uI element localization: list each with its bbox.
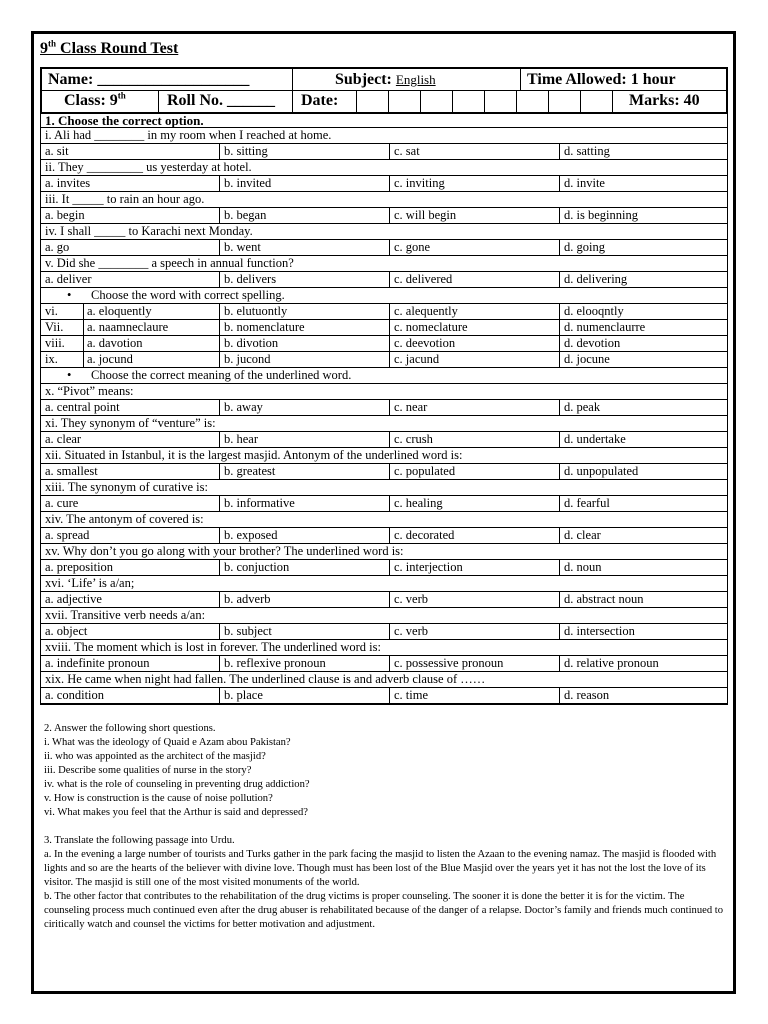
options-row bbox=[40, 175, 728, 191]
option-cell: c. will begin bbox=[389, 208, 559, 223]
option-cell: b. hear bbox=[219, 432, 389, 447]
option-cell: d. noun bbox=[559, 560, 727, 575]
meaning-instruction bbox=[41, 368, 727, 383]
option-cell: a. indefinite pronoun bbox=[45, 656, 150, 670]
question-text-row bbox=[40, 671, 728, 687]
short-question: v. How is construction is the cause of noise pollution? bbox=[44, 793, 273, 804]
date-box bbox=[452, 91, 484, 112]
question-text: xii. Situated in Istanbul, it is the largest masjid. Antonym of the underlined word is: bbox=[45, 448, 463, 462]
option-cell: b. informative bbox=[219, 496, 389, 511]
question-text: xix. He came when night had fallen. The underlined clause is and adverb clause of …… bbox=[45, 672, 486, 686]
time-allowed: Time Allowed: 1 hour bbox=[520, 69, 726, 90]
option-cell: b. greatest bbox=[219, 464, 389, 479]
question-text-row bbox=[40, 639, 728, 655]
option-cell: b. place bbox=[219, 688, 389, 703]
option-cell: a. go bbox=[45, 240, 70, 254]
option-cell bbox=[41, 320, 219, 335]
option-cell: a. clear bbox=[45, 432, 82, 446]
option-cell: b. sitting bbox=[219, 144, 389, 159]
option-cell: d. satting bbox=[559, 144, 727, 159]
meaning-instruction-text: Choose the correct meaning of the underlined word. bbox=[91, 368, 352, 382]
subject-field: Subject: English bbox=[292, 69, 520, 90]
question-text: v. Did she ________ a speech in annual function? bbox=[45, 256, 294, 270]
options-row bbox=[40, 527, 728, 543]
short-question: iv. what is the role of counseling in preventing drug addiction? bbox=[44, 779, 310, 790]
section1-heading: 1. Choose the correct option. bbox=[45, 114, 204, 127]
option-cell bbox=[41, 352, 219, 367]
question-text-row bbox=[40, 607, 728, 623]
question-text-row bbox=[40, 479, 728, 495]
option-cell: d. going bbox=[559, 240, 727, 255]
option-cell: c. inviting bbox=[389, 176, 559, 191]
marks-field: Marks: 40 bbox=[612, 91, 726, 112]
option-cell: a. sit bbox=[45, 144, 69, 158]
option-cell: a. deliver bbox=[45, 272, 92, 286]
options-row bbox=[40, 431, 728, 447]
question-text: x. “Pivot” means: bbox=[45, 384, 134, 398]
option-text: a. naamneclaure bbox=[83, 320, 168, 335]
option-cell: c. verb bbox=[389, 624, 559, 639]
option-cell: c. populated bbox=[389, 464, 559, 479]
date-box bbox=[516, 91, 548, 112]
option-cell: a. central point bbox=[45, 400, 120, 414]
option-cell: c. jacund bbox=[389, 352, 559, 367]
options-row bbox=[40, 239, 728, 255]
option-cell: c. alequently bbox=[389, 304, 559, 319]
question-text: iii. It _____ to rain an hour ago. bbox=[45, 192, 205, 206]
option-cell: b. away bbox=[219, 400, 389, 415]
option-cell: c. healing bbox=[389, 496, 559, 511]
option-cell: a. spread bbox=[45, 528, 90, 542]
option-cell: d. elooqntly bbox=[559, 304, 727, 319]
option-cell: a. cure bbox=[45, 496, 79, 510]
option-cell: a. condition bbox=[45, 688, 105, 702]
options-row bbox=[40, 591, 728, 607]
option-cell: c. crush bbox=[389, 432, 559, 447]
options-row bbox=[40, 399, 728, 415]
option-cell: d. invite bbox=[559, 176, 727, 191]
option-cell: c. deevotion bbox=[389, 336, 559, 351]
question-text: iv. I shall _____ to Karachi next Monday. bbox=[45, 224, 253, 238]
option-cell: b. conjuction bbox=[219, 560, 389, 575]
option-cell: c. delivered bbox=[389, 272, 559, 287]
option-cell: c. time bbox=[389, 688, 559, 703]
section1-heading-row bbox=[40, 112, 728, 127]
date-box bbox=[548, 91, 580, 112]
option-cell: d. delivering bbox=[559, 272, 727, 287]
short-question: vi. What makes you feel that the Arthur is said and depressed? bbox=[44, 807, 308, 818]
option-cell: d. relative pronoun bbox=[559, 656, 727, 671]
spelling-instruction-row bbox=[40, 287, 728, 303]
section3-heading: 3. Translate the following passage into Urdu. bbox=[44, 835, 235, 846]
passage-a: a. In the evening a large number of tourists and Turks gather in the park facing the masjid to listen the Azaan to the evening namaz. The masjid is flooded with lights and so are the hearts of the believer with divine love. Though must has been lost of the Blue Masjid over the years yet it has not the lost the love of its visitor. The masjid is still one of the most visited monuments of the world. bbox=[44, 849, 717, 888]
option-cell: b. elutuontly bbox=[219, 304, 389, 319]
option-cell: a. invites bbox=[45, 176, 91, 190]
header-row-1 bbox=[40, 67, 728, 90]
option-cell bbox=[41, 336, 219, 351]
question-text-row bbox=[40, 255, 728, 271]
options-row bbox=[40, 623, 728, 639]
option-cell: a. object bbox=[45, 624, 88, 638]
question-text-row bbox=[40, 383, 728, 399]
question-text: xviii. The moment which is lost in forever. The underlined word is: bbox=[45, 640, 381, 654]
option-cell: a. smallest bbox=[45, 464, 98, 478]
option-cell: d. clear bbox=[559, 528, 727, 543]
question-text: i. Ali had ________ in my room when I reached at home. bbox=[45, 128, 332, 142]
question-text-row bbox=[40, 159, 728, 175]
options-row bbox=[40, 303, 728, 319]
date-box bbox=[356, 91, 388, 112]
question-number: ix. bbox=[45, 352, 58, 366]
class-field: Class: 9th bbox=[64, 91, 126, 109]
option-cell: b. began bbox=[219, 208, 389, 223]
option-cell: d. abstract noun bbox=[559, 592, 727, 607]
option-cell: c. gone bbox=[389, 240, 559, 255]
option-cell: b. adverb bbox=[219, 592, 389, 607]
option-cell: d. intersection bbox=[559, 624, 727, 639]
section2-heading: 2. Answer the following short questions. bbox=[44, 723, 216, 734]
option-cell: d. is beginning bbox=[559, 208, 727, 223]
question-text-row bbox=[40, 511, 728, 527]
spelling-instruction bbox=[41, 288, 727, 303]
option-cell: d. numenclaurre bbox=[559, 320, 727, 335]
spelling-instruction-text: Choose the word with correct spelling. bbox=[91, 288, 285, 302]
test-title: 9th Class Round Test bbox=[40, 38, 179, 57]
options-row bbox=[40, 319, 728, 335]
option-cell: c. decorated bbox=[389, 528, 559, 543]
date-box bbox=[580, 91, 612, 112]
written-section bbox=[44, 722, 724, 932]
option-cell: b. jucond bbox=[219, 352, 389, 367]
option-text: a. davotion bbox=[83, 336, 143, 351]
passage-b: b. The other factor that contributes to the rehabilitation of the drug victims is proper counseling. The sooner it is done the better it is for the victim. The counseling process much continued even after the drug abuser is rehabilitated because of the danger of a relapse. Doctor’s family and friends much continued to ciritically watch and counsel the victims for better motivation and adjustment. bbox=[44, 891, 724, 930]
question-text: ii. They _________ us yesterday at hotel. bbox=[45, 160, 252, 174]
option-text: a. jocund bbox=[83, 352, 133, 367]
subject-value: English bbox=[395, 72, 436, 87]
option-cell: b. delivers bbox=[219, 272, 389, 287]
option-cell: b. went bbox=[219, 240, 389, 255]
options-row bbox=[40, 655, 728, 671]
option-cell bbox=[41, 304, 219, 319]
question-text: xi. They synonym of “venture” is: bbox=[45, 416, 216, 430]
question-text-row bbox=[40, 127, 728, 143]
question-text-row bbox=[40, 223, 728, 239]
date-field: Date: bbox=[292, 91, 356, 112]
option-cell: b. exposed bbox=[219, 528, 389, 543]
options-row bbox=[40, 687, 728, 703]
option-cell: b. subject bbox=[219, 624, 389, 639]
options-row bbox=[40, 207, 728, 223]
option-cell: a. preposition bbox=[45, 560, 114, 574]
option-cell: d. undertake bbox=[559, 432, 727, 447]
option-cell: c. near bbox=[389, 400, 559, 415]
question-number: Vii. bbox=[45, 320, 64, 334]
question-text: xiv. The antonym of covered is: bbox=[45, 512, 204, 526]
option-cell: d. peak bbox=[559, 400, 727, 415]
options-row bbox=[40, 559, 728, 575]
option-cell: c. nomeclature bbox=[389, 320, 559, 335]
table-bottom-border bbox=[40, 703, 728, 705]
option-cell: c. sat bbox=[389, 144, 559, 159]
question-text-row bbox=[40, 575, 728, 591]
question-text: xvi. ‘Life’ is a/an; bbox=[45, 576, 135, 590]
question-text: xiii. The synonym of curative is: bbox=[45, 480, 208, 494]
option-cell: c. interjection bbox=[389, 560, 559, 575]
option-cell: b. nomenclature bbox=[219, 320, 389, 335]
options-row bbox=[40, 463, 728, 479]
option-cell: a. adjective bbox=[45, 592, 102, 606]
question-text: xv. Why don’t you go along with your brother? The underlined word is: bbox=[45, 544, 404, 558]
question-text-row bbox=[40, 191, 728, 207]
question-number: vi. bbox=[45, 304, 58, 318]
date-box bbox=[420, 91, 452, 112]
date-box bbox=[484, 91, 516, 112]
header-row-2 bbox=[40, 90, 728, 112]
option-cell: b. invited bbox=[219, 176, 389, 191]
question-number: viii. bbox=[45, 336, 65, 350]
option-cell: c. verb bbox=[389, 592, 559, 607]
options-row bbox=[40, 495, 728, 511]
options-row bbox=[40, 271, 728, 287]
meaning-instruction-row bbox=[40, 367, 728, 383]
options-row bbox=[40, 351, 728, 367]
short-question: i. What was the ideology of Quaid e Azam abou Pakistan? bbox=[44, 737, 291, 748]
option-cell: d. reason bbox=[559, 688, 727, 703]
options-row bbox=[40, 143, 728, 159]
option-cell: d. unpopulated bbox=[559, 464, 727, 479]
roll-no-field: Roll No. ______ bbox=[158, 91, 292, 112]
option-cell: d. fearful bbox=[559, 496, 727, 511]
question-text-row bbox=[40, 415, 728, 431]
short-question: ii. who was appointed as the architect of the masjid? bbox=[44, 751, 266, 762]
date-box bbox=[388, 91, 420, 112]
question-text-row bbox=[40, 543, 728, 559]
question-text: xvii. Transitive verb needs a/an: bbox=[45, 608, 206, 622]
option-cell: b. reflexive pronoun bbox=[219, 656, 389, 671]
name-field: Name: ___________________ bbox=[48, 71, 250, 88]
option-text: a. eloquently bbox=[83, 304, 152, 319]
question-text-row bbox=[40, 447, 728, 463]
option-cell: d. devotion bbox=[559, 336, 727, 351]
option-cell: b. divotion bbox=[219, 336, 389, 351]
option-cell: d. jocune bbox=[559, 352, 727, 367]
short-question: iii. Describe some qualities of nurse in the story? bbox=[44, 765, 252, 776]
option-cell: c. possessive pronoun bbox=[389, 656, 559, 671]
options-row bbox=[40, 335, 728, 351]
option-cell: a. begin bbox=[45, 208, 85, 222]
